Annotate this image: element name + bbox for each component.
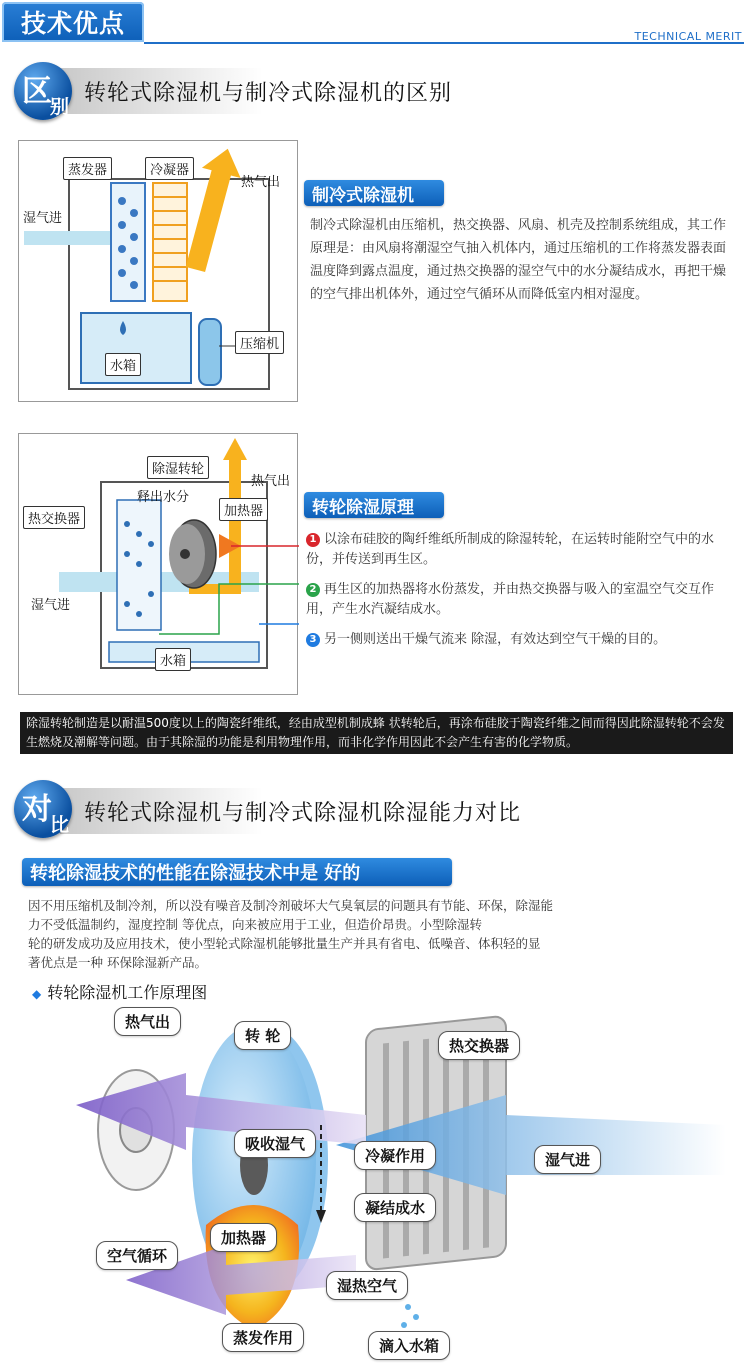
big-label-condense: 冷凝作用 (354, 1141, 436, 1170)
label-hot-air-out-2: 热气出 (251, 474, 291, 489)
section-comparison-heading (0, 780, 750, 850)
point-text-3: 另一侧则送出干燥气流来 除湿，有效达到空气干燥的目的。 (324, 632, 667, 647)
performance-line-2: 力不受低温制约，湿度控制 等优点，向来被应用于工业，但造价昂贵。小型除湿转 (28, 917, 482, 932)
point-number-3: 3 (306, 633, 320, 647)
section-difference-heading (0, 60, 750, 130)
big-label-absorb: 吸收湿气 (234, 1129, 316, 1158)
label-evaporator: 蒸发器 (63, 157, 112, 180)
label-heater: 加热器 (219, 498, 268, 521)
rotor-principle-title: 转轮除湿原理 (304, 492, 444, 518)
refrigeration-description: 制冷式除湿机由压缩机，热交换器、风扇、机壳及控制系统组成，其工作原理是：由风扇将潮湿空气抽入机体内，通过压缩机的工作将蒸发器表面温度降到露点温度，通过热交换器的湿空气中的水分凝结成水，再把干燥的空气排出机体外，通过空气循环从而降低室内相对湿度。 (310, 218, 727, 302)
rotor-point-1 (306, 530, 736, 570)
rotor-point-3 (306, 630, 736, 650)
section-badge-2 (14, 780, 72, 838)
performance-text (28, 896, 658, 972)
point-number-2: 2 (306, 583, 320, 597)
performance-line-1: 因不用压缩机及制冷剂，所以没有噪音及制冷剂破坏大气臭氧层的问题具有节能、环保，除湿能 (28, 898, 554, 913)
badge-char-small-2: 比 (50, 814, 70, 836)
section-title: 转轮式除湿机与制冷式除湿机的区别 (84, 81, 453, 106)
big-label-rotor: 转 轮 (234, 1021, 291, 1050)
label-water-tank-2: 水箱 (155, 648, 191, 671)
big-label-air-cycle: 空气循环 (96, 1241, 178, 1270)
label-heat-exchanger: 热交换器 (23, 506, 85, 529)
big-label-hot-air-out: 热气出 (114, 1007, 181, 1036)
header-subtitle: TECHNICAL MERIT (634, 30, 742, 43)
label-compressor: 压缩机 (235, 331, 284, 354)
label-water-tank: 水箱 (105, 353, 141, 376)
label-condenser: 冷凝器 (145, 157, 194, 180)
point-text-2: 再生区的加热器将水份蒸发，并由热交换器与吸入的室温空气交互作用，产生水汽凝结成水。 (306, 582, 715, 617)
label-hot-air-out: 热气出 (241, 175, 281, 190)
label-humid-air-in: 湿气进 (23, 211, 63, 226)
rotor-note: 除湿转轮制造是以耐温500度以上的陶瓷纤维纸，经由成型机制成蜂 状转轮后，再涂布硅胶于陶瓷纤维之间而得因此除湿转轮不会发生燃烧及潮解等问题。由于其除湿的功能是利用物理作用，而非化学作用因此不会产生有害的化学物质。 (20, 712, 733, 754)
working-principle-illustration (36, 1005, 736, 1360)
section-badge (14, 62, 72, 120)
refrigeration-title: 制冷式除湿机 (304, 180, 444, 206)
diagram-caption (32, 980, 207, 1003)
big-label-heat-exchanger: 热交换器 (438, 1031, 520, 1060)
page-header (0, 0, 750, 44)
refrigeration-diagram (18, 140, 298, 402)
badge-char-small: 别 (50, 96, 70, 118)
diamond-bullet-icon: ◆ (32, 987, 42, 1001)
badge-char-big: 区 (22, 74, 52, 109)
performance-line-4: 著优点是一种 环保除湿新产品。 (28, 955, 207, 970)
rotor-point-2 (306, 580, 736, 620)
header-title: 技术优点 (2, 2, 144, 42)
big-label-humid-hot-air: 湿热空气 (326, 1271, 408, 1300)
rotor-diagram (18, 433, 298, 695)
point-text-1: 以涂布硅胶的陶纤维纸所制成的除湿转轮，在运转时能附空气中的水份，并传送到再生区。 (306, 532, 715, 567)
badge-char-big-2: 对 (22, 792, 52, 827)
label-rotor: 除湿转轮 (147, 456, 209, 479)
big-label-heater: 加热器 (210, 1223, 277, 1252)
performance-title: 转轮除湿技术的性能在除湿技术中是 好的 (22, 858, 452, 886)
point-number-1: 1 (306, 533, 320, 547)
label-release-water: 释出水分 (137, 490, 190, 505)
big-label-condensed-water: 凝结成水 (354, 1193, 436, 1222)
big-label-drip: 滴入水箱 (368, 1331, 450, 1360)
big-label-evaporation: 蒸发作用 (222, 1323, 304, 1352)
big-label-humid-in: 湿气进 (534, 1145, 601, 1174)
section-title-2: 转轮式除湿机与制冷式除湿机除湿能力对比 (84, 801, 522, 826)
caption-text: 转轮除湿机工作原理图 (47, 983, 208, 1002)
performance-line-3: 轮的研发成功及应用技术，使小型轮式除湿机能够批量生产并具有省电、低噪音、体积轻的显 (28, 936, 541, 951)
label-humid-air-in-2: 湿气进 (31, 598, 71, 613)
working-principle-diagram (36, 1005, 736, 1360)
